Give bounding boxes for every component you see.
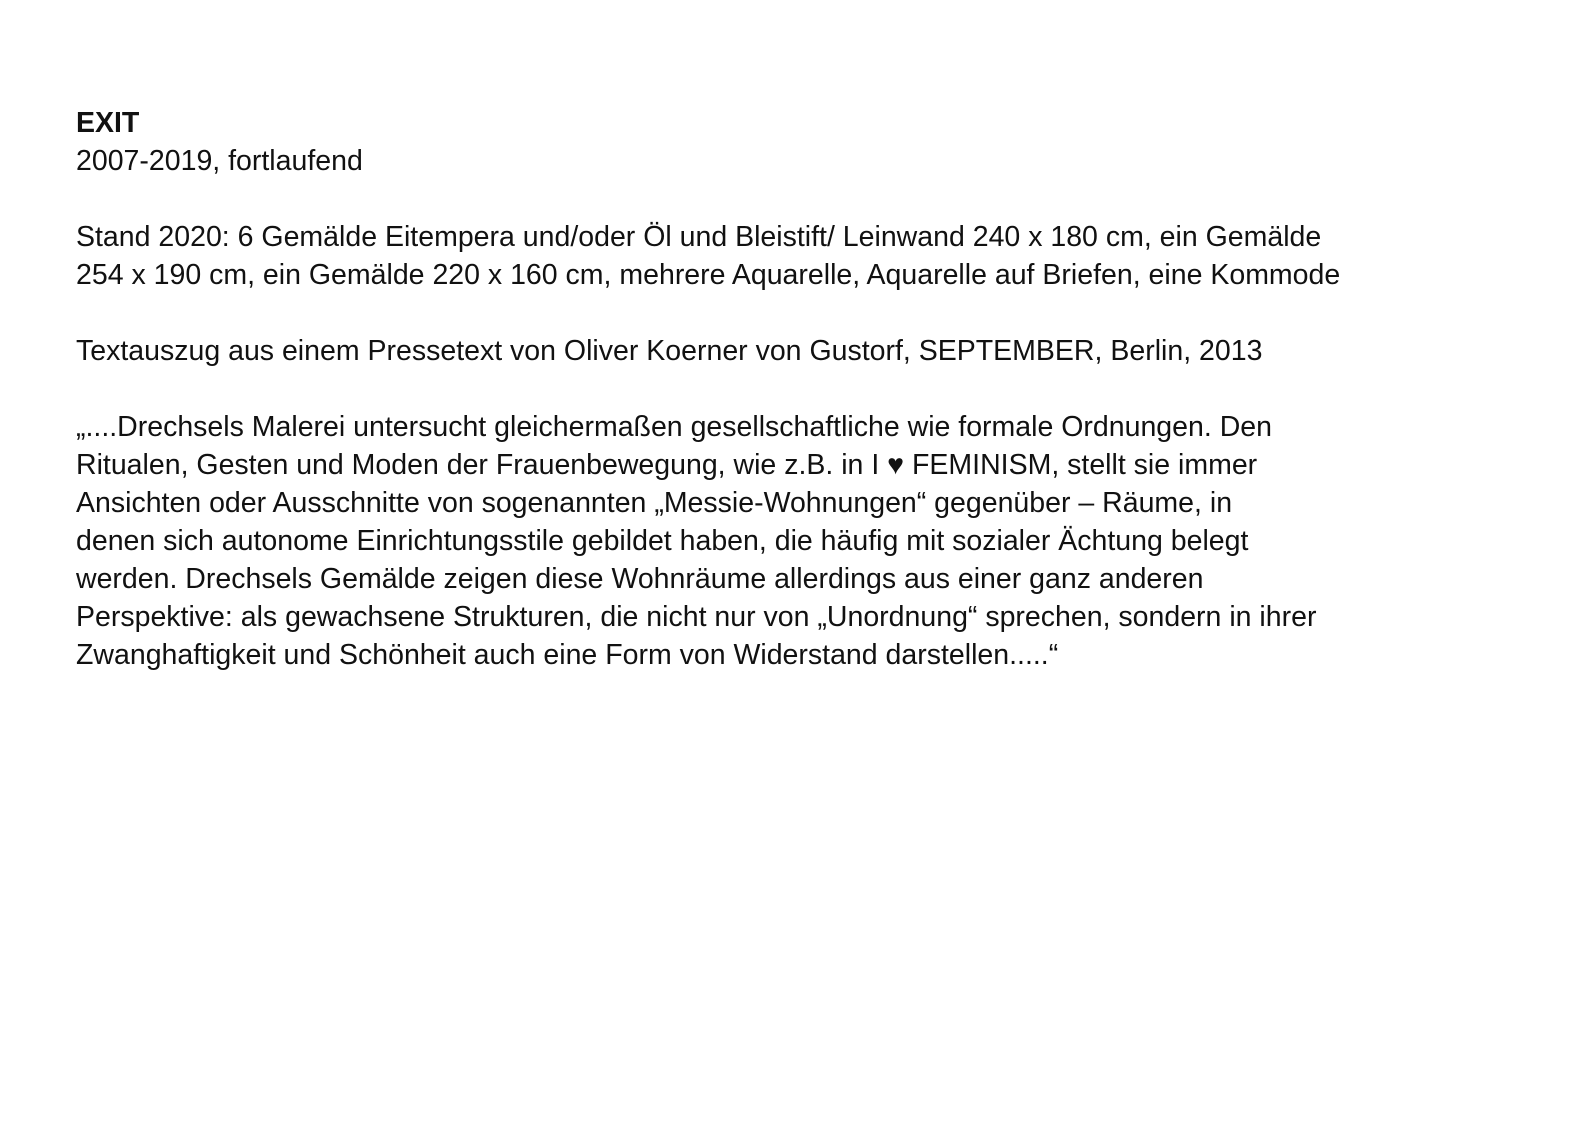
document-page xyxy=(76,104,1536,674)
quote-line: Ritualen, Gesten und Moden der Frauenbewegung, wie z.B. in I ♥ FEMINISM, stellt sie immer xyxy=(76,449,1258,481)
source-line: Textauszug aus einem Pressetext von Oliver Koerner von Gustorf, SEPTEMBER, Berlin, 2013 xyxy=(76,335,1263,367)
quote-line: werden. Drechsels Gemälde zeigen diese Wohnräume allerdings aus einer ganz anderen xyxy=(76,563,1204,595)
materials-line: 254 x 190 cm, ein Gemälde 220 x 160 cm, mehrere Aquarelle, Aquarelle auf Briefen, eine Kommode xyxy=(76,259,1341,291)
quote-paragraph xyxy=(76,408,1536,674)
document-title: EXIT xyxy=(76,107,140,139)
materials-paragraph xyxy=(76,218,1536,294)
quote-line: Perspektive: als gewachsene Strukturen, die nicht nur von „Unordnung“ sprechen, sondern in ihrer xyxy=(76,601,1317,633)
quote-line: „....Drechsels Malerei untersucht gleichermaßen gesellschaftliche wie formale Ordnungen. Den xyxy=(76,411,1272,443)
quote-line: denen sich autonome Einrichtungsstile gebildet haben, die häufig mit sozialer Ächtung belegt xyxy=(76,525,1249,557)
quote-line: Zwanghaftigkeit und Schönheit auch eine Form von Widerstand darstellen.....“ xyxy=(76,639,1059,671)
document-period: 2007-2019, fortlaufend xyxy=(76,145,363,177)
materials-line: Stand 2020: 6 Gemälde Eitempera und/oder Öl und Bleistift/ Leinwand 240 x 180 cm, ein Gemälde xyxy=(76,221,1322,253)
quote-line: Ansichten oder Ausschnitte von sogenannten „Messie-Wohnungen“ gegenüber – Räume, in xyxy=(76,487,1233,519)
